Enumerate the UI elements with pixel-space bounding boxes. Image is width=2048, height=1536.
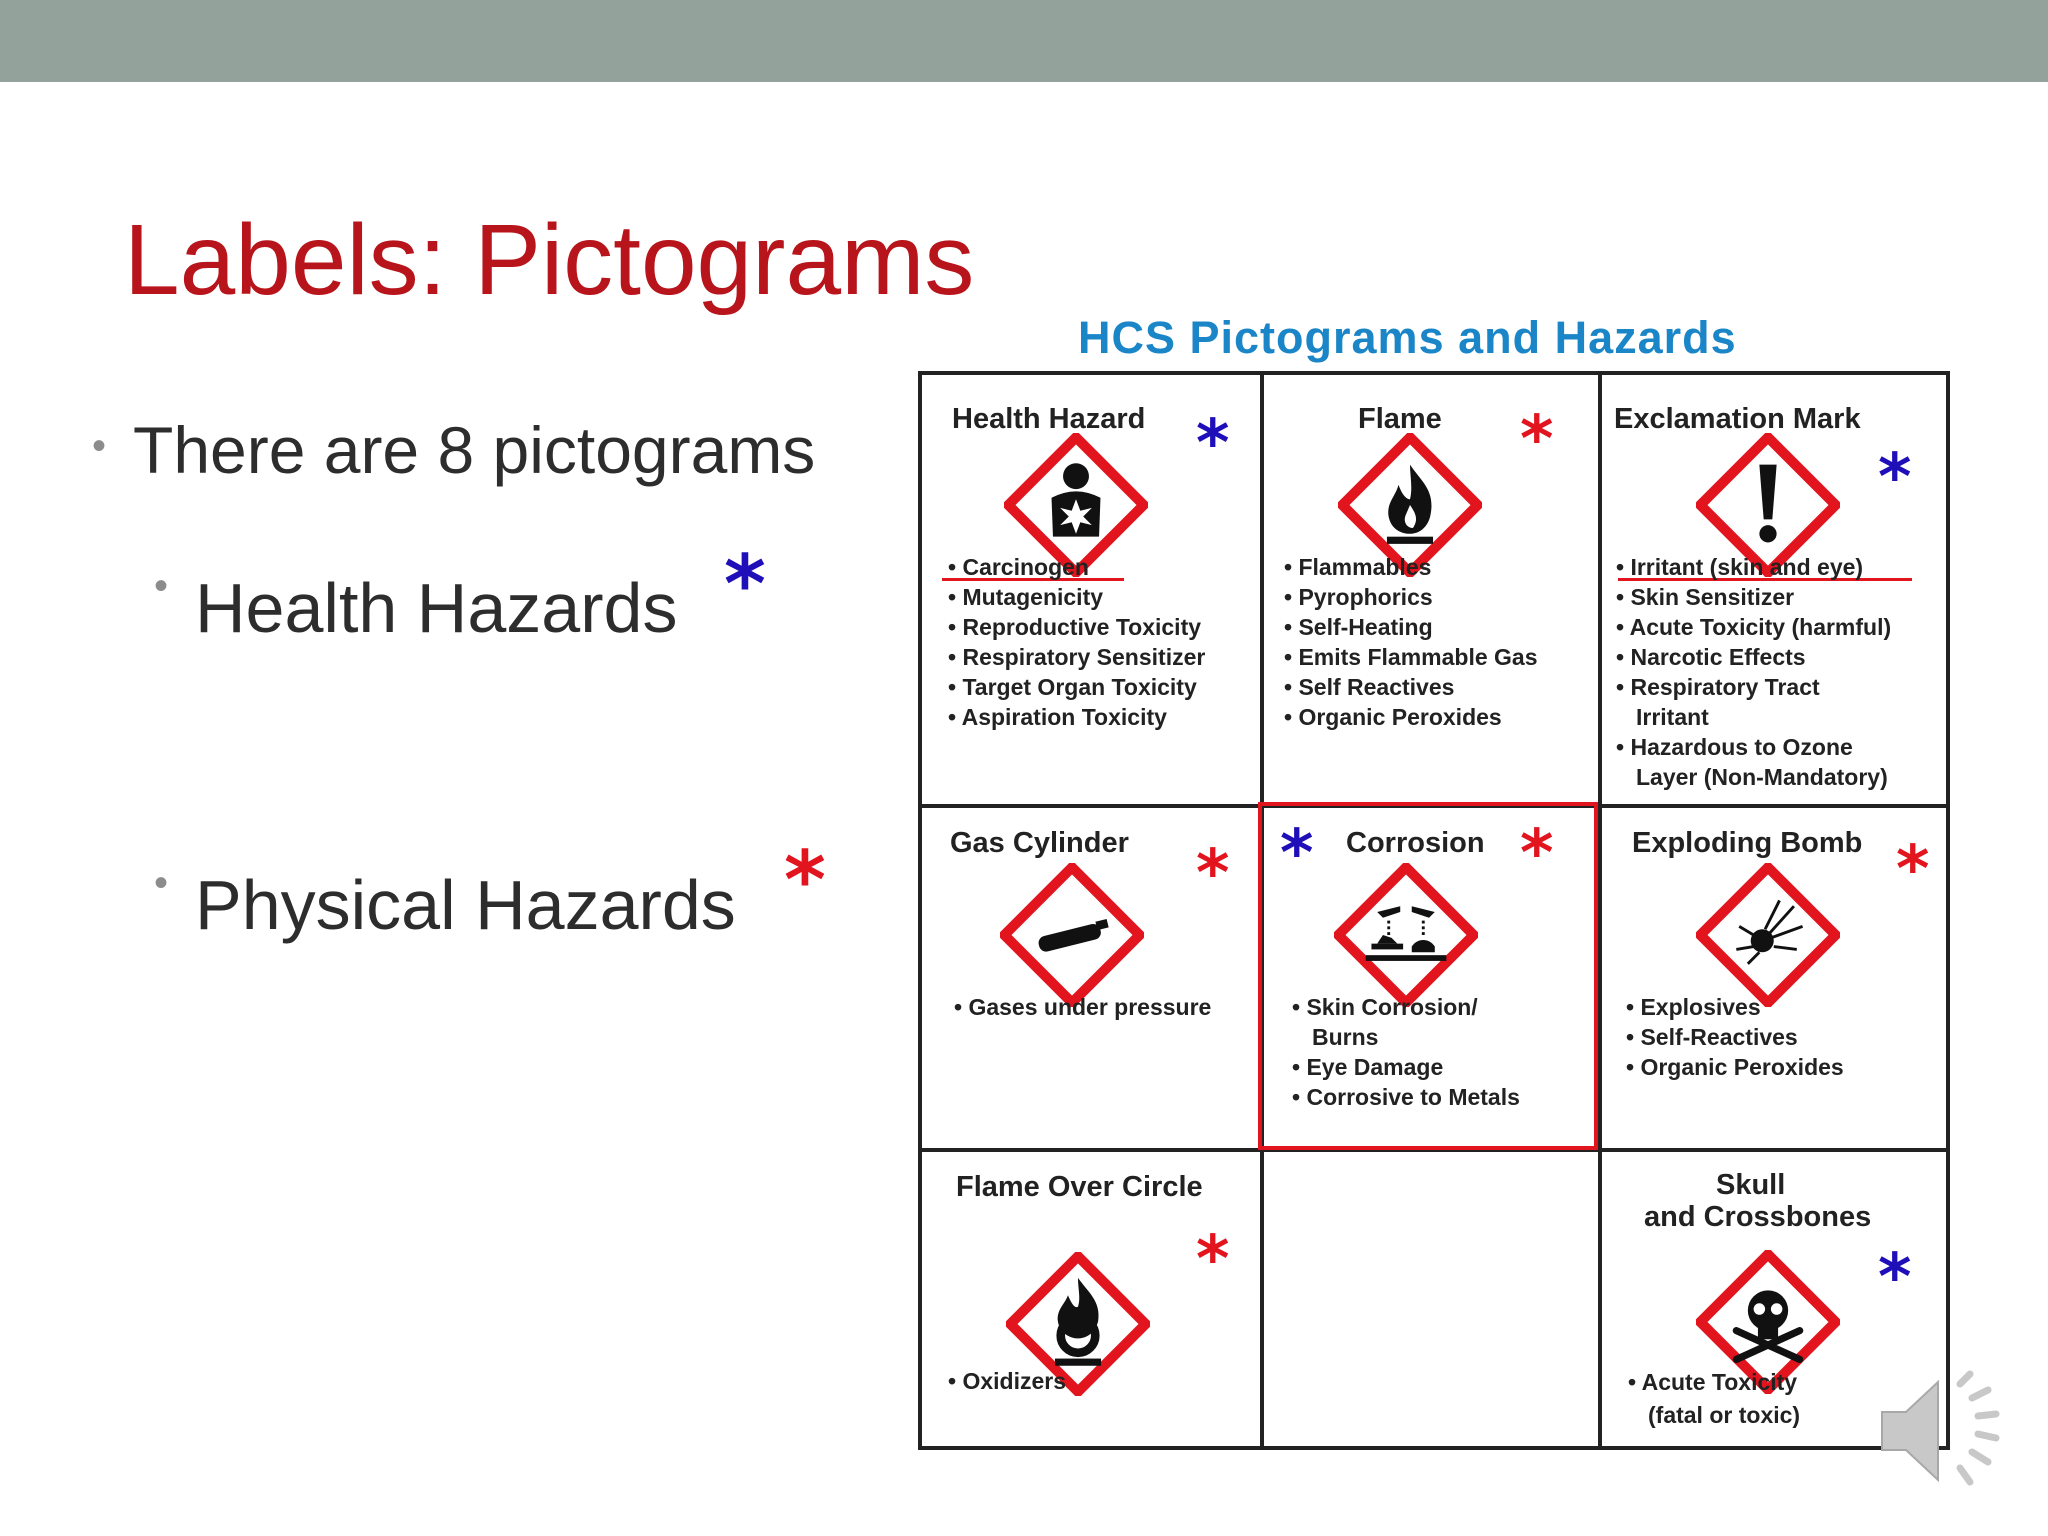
flame-list [1284, 552, 1538, 732]
list-item: • Carcinogen [948, 552, 1205, 582]
list-item: • Organic Peroxides [1626, 1052, 1844, 1082]
gas-cylinder-star: * [1196, 837, 1230, 911]
health-hazard-star: * [1196, 407, 1230, 481]
list-item: • Respiratory Tract [1616, 672, 1891, 702]
corrosion-star-blue: * [1280, 817, 1314, 891]
skull-list [1628, 1366, 1800, 1432]
speaker-icon[interactable] [1876, 1368, 2008, 1492]
corrosion-icon [1334, 863, 1478, 1007]
cell-title-exploding-bomb: Exploding Bomb [1632, 827, 1863, 859]
skull-star: * [1878, 1241, 1912, 1315]
gas-cylinder-list [954, 992, 1211, 1022]
list-item: Burns [1312, 1024, 1379, 1050]
cell-title-flame: Flame [1358, 403, 1442, 435]
list-item: • Eye Damage [1292, 1052, 1520, 1082]
list-item: (fatal or toxic) [1648, 1402, 1801, 1428]
list-item: • Self Reactives [1284, 672, 1538, 702]
bullet-dot: • [154, 861, 169, 905]
list-item: • Corrosive to Metals [1292, 1082, 1520, 1112]
exclamation-mark-list [1616, 552, 1891, 792]
list-item: • Pyrophorics [1284, 582, 1538, 612]
bullet-dot: • [154, 564, 169, 608]
bullet-pictogram-count: There are 8 pictograms [133, 413, 816, 487]
list-item: • Hazardous to Ozone [1616, 732, 1891, 762]
top-banner [0, 0, 2048, 82]
flame-star: * [1520, 403, 1554, 477]
list-item: • Skin Corrosion/ [1292, 992, 1520, 1022]
corrosion-star-red: * [1520, 817, 1554, 891]
slide-title: Labels: Pictograms [124, 204, 975, 316]
cell-title-gas-cylinder: Gas Cylinder [950, 827, 1129, 859]
flame-over-circle-star: * [1196, 1223, 1230, 1297]
list-item: • Respiratory Sensitizer [948, 642, 1205, 672]
corrosion-list [1292, 992, 1520, 1112]
bullet-dot: • [92, 424, 107, 468]
flame-over-circle-list [948, 1366, 1066, 1396]
list-item: • Irritant (skin and eye) [1616, 552, 1891, 582]
list-item: • Acute Toxicity [1628, 1366, 1800, 1399]
list-item: • Skin Sensitizer [1616, 582, 1891, 612]
physical-hazards-star: * [784, 834, 826, 927]
list-item: • Flammables [1284, 552, 1538, 582]
gas-cylinder-icon [1000, 863, 1144, 1007]
health-hazards-star: * [724, 538, 766, 631]
bullet-health-hazards: Health Hazards [195, 569, 678, 647]
list-item: • Self-Heating [1284, 612, 1538, 642]
grid-line [1598, 375, 1602, 1446]
exploding-bomb-icon [1696, 863, 1840, 1007]
list-item: • Reproductive Toxicity [948, 612, 1205, 642]
figure-title: HCS Pictograms and Hazards [1078, 312, 1737, 363]
list-item: • Aspiration Toxicity [948, 702, 1205, 732]
list-item: • Target Organ Toxicity [948, 672, 1205, 702]
exploding-bomb-star: * [1896, 833, 1930, 907]
list-item: • Mutagenicity [948, 582, 1205, 612]
list-item: • Acute Toxicity (harmful) [1616, 612, 1891, 642]
cell-title-exclamation-mark: Exclamation Mark [1614, 403, 1861, 435]
list-item: Irritant [1636, 704, 1709, 730]
cell-title-health-hazard: Health Hazard [952, 403, 1146, 435]
exclamation-mark-star: * [1878, 441, 1912, 515]
bullet-physical-hazards: Physical Hazards [195, 866, 736, 944]
cell-title-flame-over-circle: Flame Over Circle [956, 1171, 1203, 1203]
list-item: • Self-Reactives [1626, 1022, 1844, 1052]
list-item: • Oxidizers [948, 1366, 1066, 1396]
list-item: • Organic Peroxides [1284, 702, 1538, 732]
list-item: • Explosives [1626, 992, 1844, 1022]
cell-title-corrosion: Corrosion [1346, 827, 1485, 859]
list-item: Layer (Non-Mandatory) [1636, 764, 1888, 790]
health-hazard-list [948, 552, 1205, 732]
list-item: • Emits Flammable Gas [1284, 642, 1538, 672]
cell-title-skull: Skull [1716, 1169, 1786, 1201]
list-item: • Gases under pressure [954, 992, 1211, 1022]
exploding-bomb-list [1626, 992, 1844, 1082]
list-item: • Narcotic Effects [1616, 642, 1891, 672]
cell-title-crossbones: and Crossbones [1644, 1201, 1872, 1233]
